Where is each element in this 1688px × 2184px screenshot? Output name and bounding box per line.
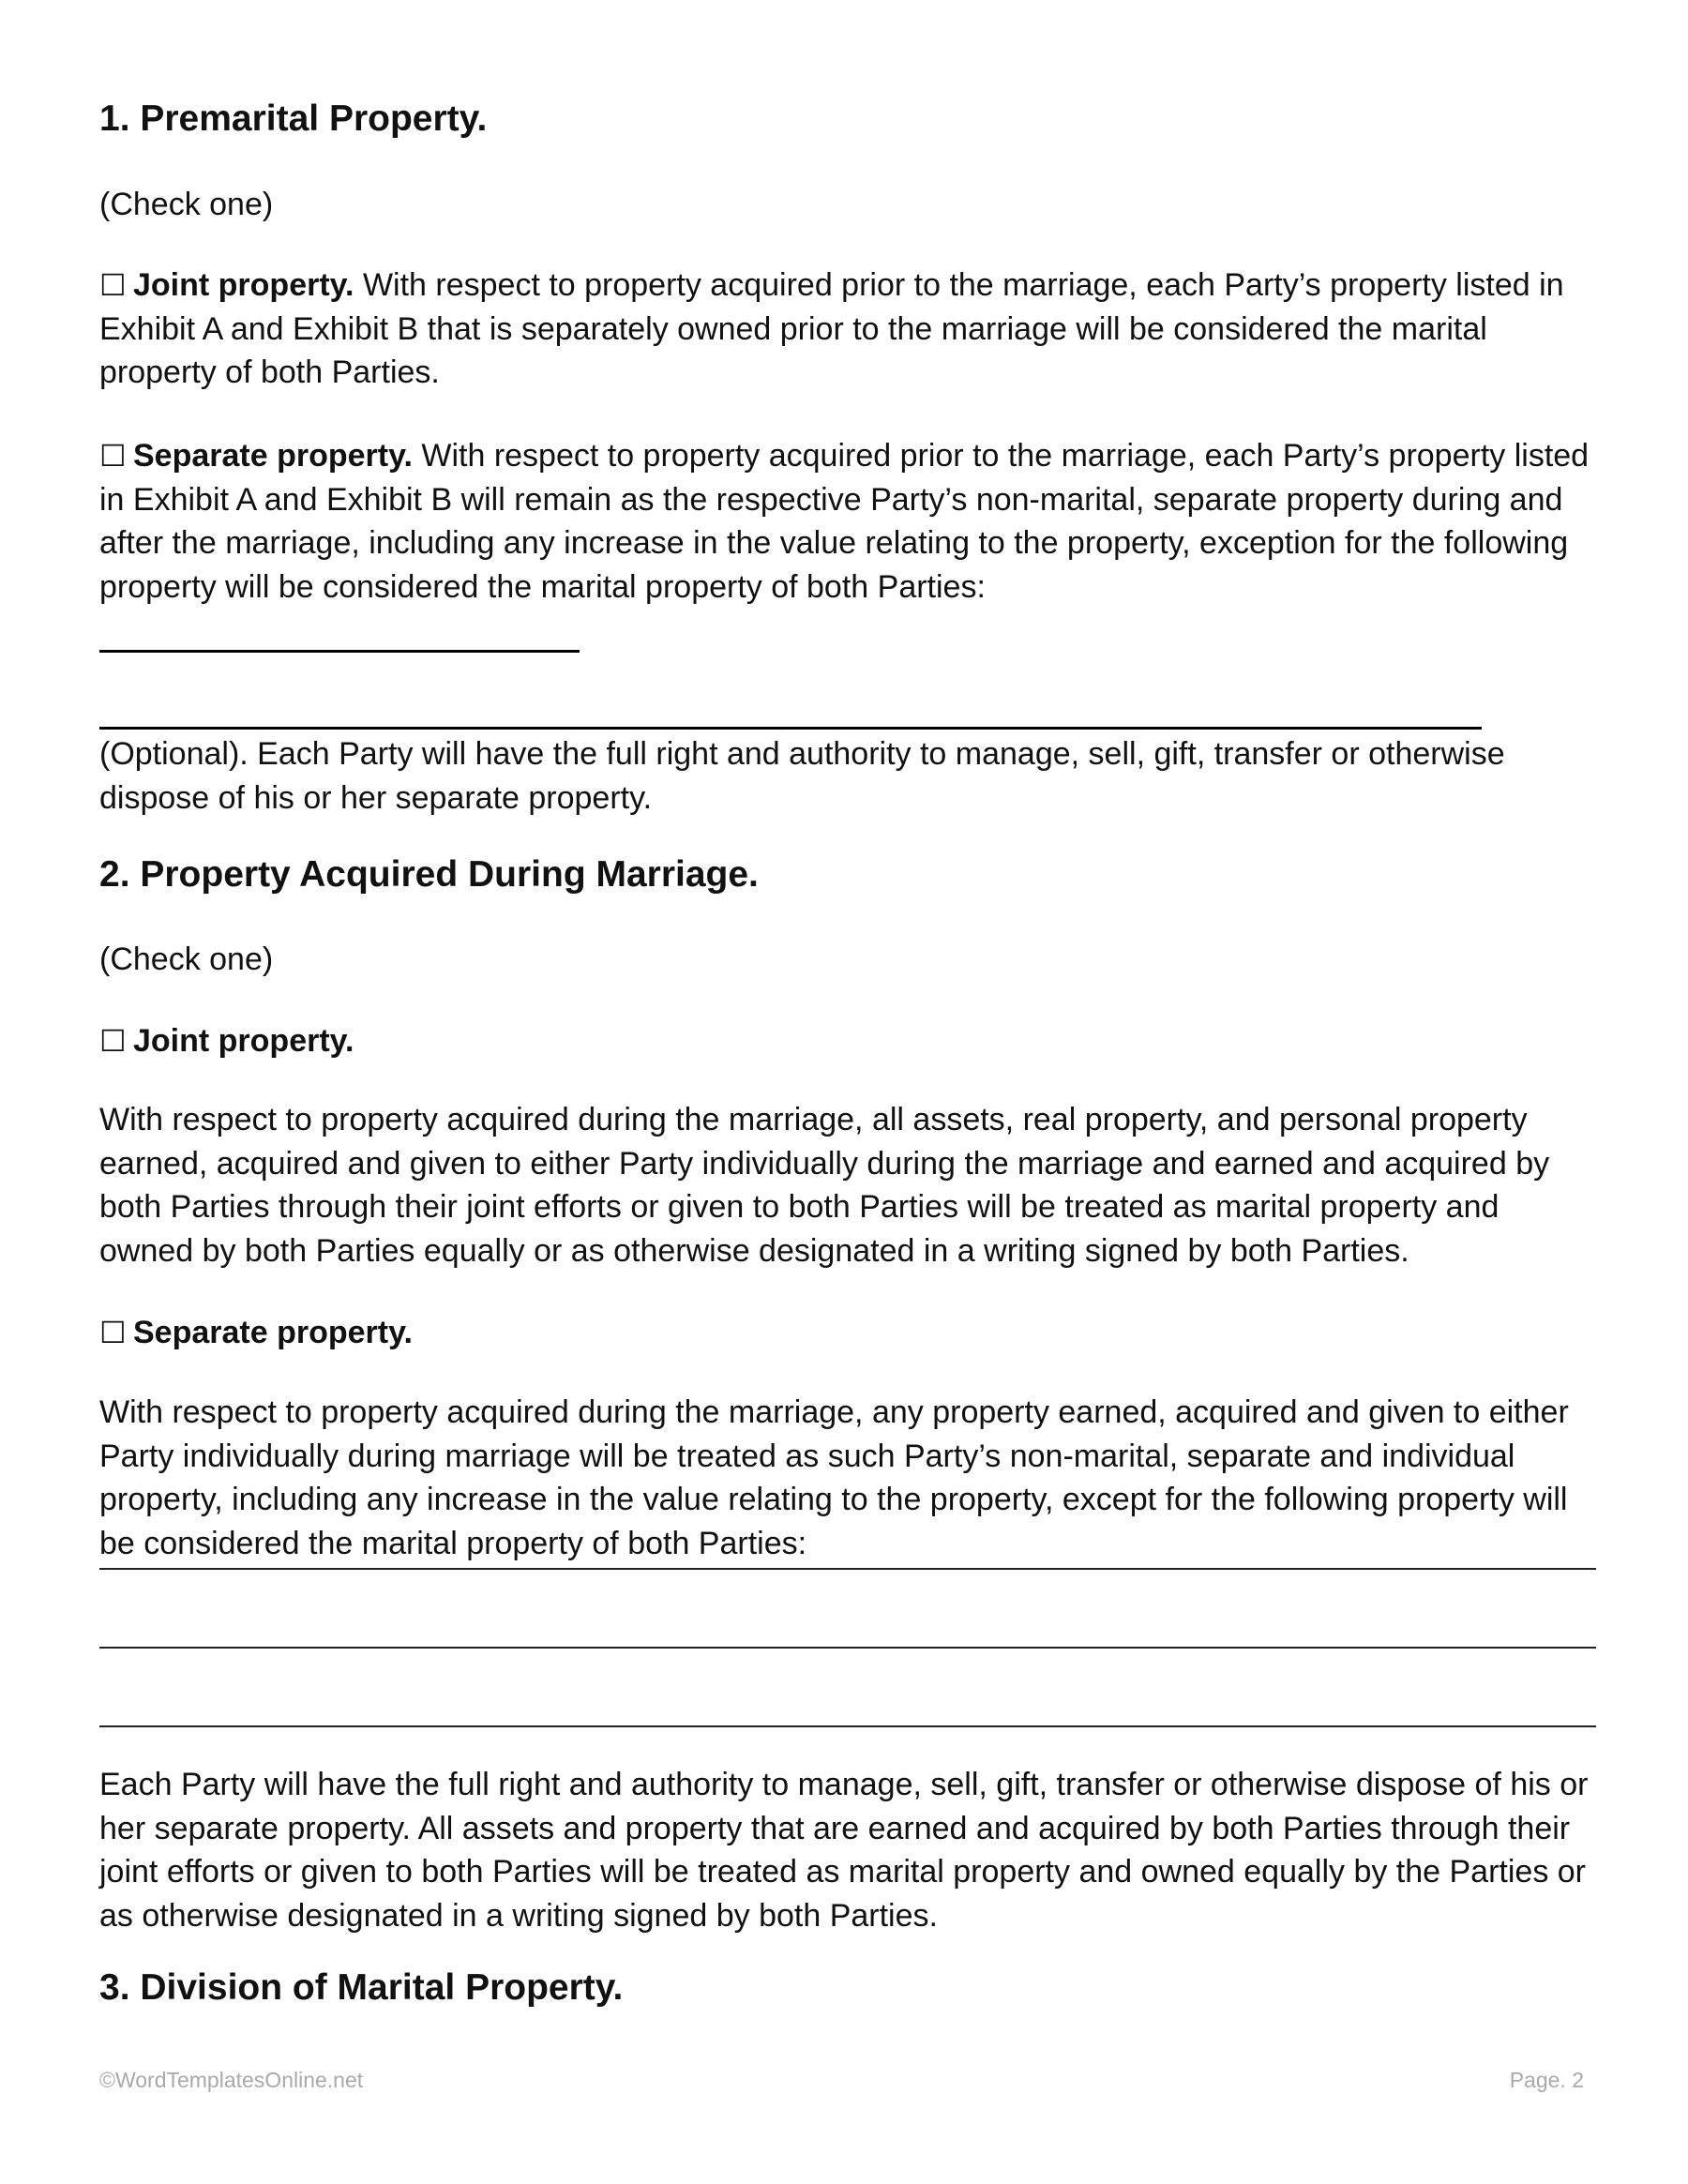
joint-property-label: Joint property. <box>133 1023 354 1059</box>
section-2-check-one: (Check one) <box>99 941 274 977</box>
separate-property-label: Separate property. <box>133 438 413 474</box>
section-2-joint-text: With respect to property acquired during the marriage, all assets, real property, and personal property earned, acquired and given to either Party individually during the marriage and earned and acquired by both Parties through their joint efforts or given to both Parties will be treated as marital property and owned by both Parties equally or as otherwise designated in a writing signed by both Parties. <box>99 1102 1550 1269</box>
checkbox-icon[interactable]: ☐ <box>99 439 127 473</box>
fill-in-line[interactable] <box>99 1647 1596 1649</box>
fill-in-line[interactable] <box>99 1568 1596 1570</box>
section-2-closing-text: Each Party will have the full right and authority to manage, sell, gift, transfer or otherwise dispose of his or her separate property. All assets and property that are earned and acquired by both Parties through their joint efforts or given to both Parties will be treated as marital property and owned equally by the Parties or as otherwise designated in a writing signed by both Parties. <box>99 1767 1589 1934</box>
fill-in-line[interactable] <box>99 727 1482 730</box>
section-2-separate-text: With respect to property acquired during the marriage, any property earned, acquired and given to either Party individually during marriage will be treated as such Party’s non-marital, separate and individual property, including any increase in the value relating to the property, except for the following property will be considered the marital property of both Parties: <box>99 1394 1569 1561</box>
checkbox-icon[interactable]: ☐ <box>99 268 127 302</box>
separate-property-label: Separate property. <box>133 1315 413 1350</box>
section-1-optional-text: (Optional). Each Party will have the full right and authority to manage, sell, gift, transfer or otherwise dispose of his or her separate property. <box>99 736 1505 816</box>
fill-in-line[interactable] <box>99 650 580 653</box>
checkbox-icon[interactable]: ☐ <box>99 1316 127 1349</box>
section-1-check-one: (Check one) <box>99 187 274 222</box>
section-1-joint-option <box>99 264 1596 395</box>
section-2-joint-option <box>99 1019 1596 1063</box>
section-1-separate-option <box>99 434 1596 609</box>
section-1-heading: 1. Premarital Property. <box>99 98 488 139</box>
joint-property-label: Joint property. <box>133 267 354 303</box>
fill-in-line[interactable] <box>99 1725 1596 1727</box>
separate-property-text: With respect to property acquired prior to the marriage, each Party’s property listed in Exhibit A and Exhibit B will remain as the respective Party’s non-marital, separate property during and after the marriage, including any increase in the value relating to the property, exception for the following property will be considered the marital property of both Parties: <box>99 438 1590 605</box>
checkbox-icon[interactable]: ☐ <box>99 1024 127 1058</box>
section-3-heading: 3. Division of Marital Property. <box>99 1967 624 2008</box>
footer-page-number: Page. 2 <box>1509 2068 1584 2092</box>
joint-property-text: With respect to property acquired prior to the marriage, each Party’s property listed in Exhibit A and Exhibit B that is separately owned prior to the marriage will be considered the marital property of both Parties. <box>99 267 1564 390</box>
section-2-heading: 2. Property Acquired During Marriage. <box>99 854 759 895</box>
section-2-separate-option <box>99 1311 1596 1355</box>
footer-copyright: ©WordTemplatesOnline.net <box>99 2068 364 2092</box>
